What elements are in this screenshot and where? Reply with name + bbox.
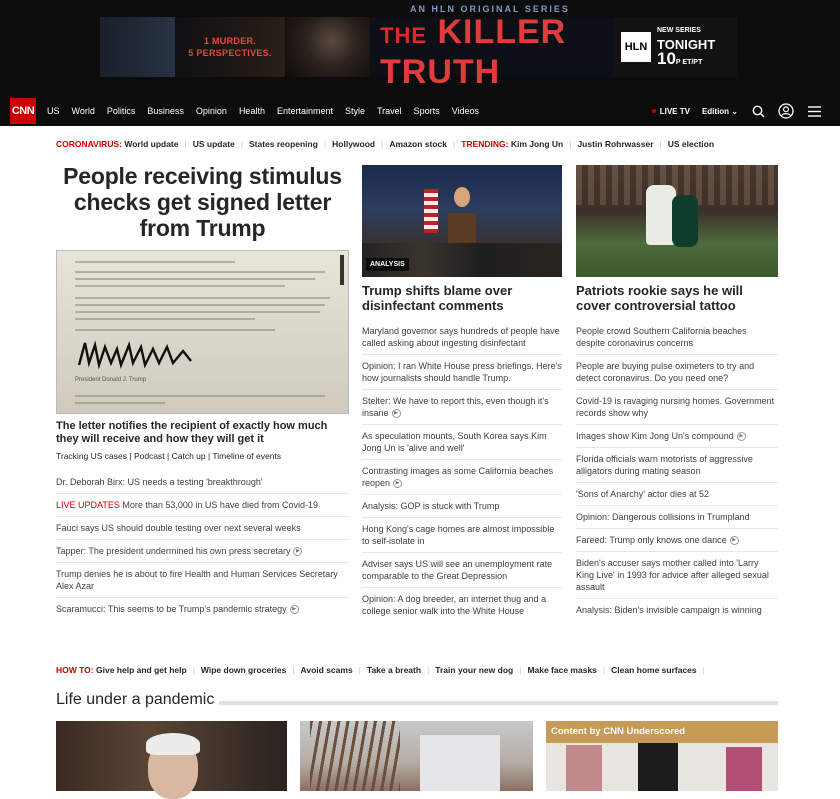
nav-link-videos[interactable]: Videos: [451, 106, 480, 116]
separator: |: [602, 665, 606, 675]
list-item-text: Scaramucci: This seems to be Trump's pandemic strategy: [56, 604, 287, 614]
how-to-link[interactable]: Wipe down groceries: [200, 665, 287, 675]
list-item-text: Covid-19 is ravaging nursing homes. Government records show why: [576, 396, 775, 418]
nav-link-opinion[interactable]: Opinion: [195, 106, 227, 116]
list-item[interactable]: [576, 552, 778, 599]
letter-text-line: [75, 402, 165, 404]
how-to-bar: [56, 665, 711, 675]
list-item-text: Maryland governor says hundreds of people have called asking about ingesting disinfectant: [362, 326, 560, 348]
letter-text-line: [75, 285, 285, 287]
nav-right: [652, 103, 822, 119]
player-shape: [672, 195, 698, 247]
ad-hour: 10: [657, 49, 676, 68]
edition-label: Edition: [701, 106, 730, 116]
patriots-rookie-photo[interactable]: [576, 165, 778, 277]
menu-icon[interactable]: [806, 103, 822, 119]
lead-related-links[interactable]: Tracking US cases | Podcast | Catch up | Timeline of events: [56, 451, 282, 461]
play-icon: ▶: [737, 432, 746, 441]
separator: |: [519, 665, 522, 675]
ad-time-suffix: P ET/PT: [675, 59, 703, 66]
ad-air-time: [657, 49, 715, 70]
trend-link[interactable]: World update: [124, 139, 179, 149]
ad-original-series: AN HLN ORIGINAL SERIES: [410, 4, 570, 14]
section-divider: [219, 701, 778, 705]
underscored-card[interactable]: [546, 721, 778, 791]
how-to-link[interactable]: Clean home surfaces: [611, 665, 697, 675]
trend-link[interactable]: States reopening: [248, 139, 318, 149]
separator: |: [240, 139, 243, 149]
list-item[interactable]: [576, 506, 778, 529]
leggings-shape: [726, 747, 762, 791]
pandemic-card-1[interactable]: [56, 721, 287, 791]
stimulus-letter-image[interactable]: [56, 250, 349, 414]
list-item[interactable]: [576, 355, 778, 390]
account-icon[interactable]: [778, 103, 794, 119]
list-item-text: Adviser says US will see an unemployment rate comparable to the Great Depression: [362, 559, 553, 581]
list-item-text: As speculation mounts, South Korea says Kim Jong Un is 'alive and well': [362, 431, 547, 453]
col2-headline[interactable]: Trump shifts blame over disinfectant comments: [362, 283, 513, 313]
trump-briefing-photo[interactable]: [362, 165, 562, 277]
nav-link-travel[interactable]: Travel: [377, 106, 402, 116]
letter-signature-name: President Donald J. Trump: [75, 377, 147, 383]
nav-link-business[interactable]: Business: [147, 106, 184, 116]
separator: |: [427, 665, 430, 675]
ad-title-truth: TRUTH: [380, 53, 501, 91]
speaker-shape: [454, 187, 470, 207]
list-item[interactable]: [576, 529, 778, 552]
image-credit: [340, 255, 344, 285]
underscored-header: Content by CNN Underscored: [546, 721, 778, 743]
list-item[interactable]: [362, 460, 562, 495]
letter-text-line: [75, 261, 235, 263]
letter-text-line: [75, 278, 315, 280]
list-item-text: Analysis: Biden's invisible campaign is winning: [576, 605, 762, 615]
how-to-link[interactable]: Take a breath: [366, 665, 422, 675]
ad-time: [657, 24, 715, 70]
nav-link-health[interactable]: Health: [238, 106, 265, 116]
ad-title-the: THE: [380, 23, 427, 48]
list-item[interactable]: [576, 448, 778, 483]
nav-link-us[interactable]: US: [47, 106, 60, 116]
play-icon: ▶: [393, 479, 402, 488]
list-item-text: Biden's accuser says mother called into 'Larry King Live' in 1993 for advice after alleged sexual assault: [576, 558, 769, 592]
list-item-text: Opinion: I ran White House press briefings. Here's how journalists should handle Trump.: [362, 361, 562, 383]
list-item[interactable]: [362, 518, 562, 553]
how-to-link[interactable]: Give help and get help: [96, 665, 187, 675]
list-item-text: Hong Kong's cage homes are almost impossible to self-isolate in: [362, 524, 555, 546]
list-item[interactable]: [362, 553, 562, 588]
list-item-text: Fauci says US should double testing over next several weeks: [56, 523, 301, 533]
letter-text-line: [75, 395, 325, 397]
list-item-text: Analysis: GOP is stuck with Trump: [362, 501, 500, 511]
top-ad-area: [0, 0, 840, 96]
trend-link[interactable]: US election: [667, 139, 715, 149]
lead-caption[interactable]: The letter notifies the recipient of exactly how much they will receive and how they will get it: [56, 420, 328, 445]
ad-title-killer: KILLER: [437, 13, 567, 51]
nav-link-sports[interactable]: Sports: [413, 106, 440, 116]
list-item[interactable]: [362, 355, 562, 390]
ad-face-image: [285, 17, 370, 77]
trend-link[interactable]: Kim Jong Un: [510, 139, 564, 149]
hln-logo: HLN: [621, 32, 651, 62]
trump-signature: [75, 337, 195, 373]
letter-text-line: [75, 329, 275, 331]
list-item-text: People are buying pulse oximeters to try and detect coronavirus. Do you need one?: [576, 361, 755, 383]
play-icon: ▶: [392, 409, 401, 418]
play-icon: ▶: [730, 536, 739, 545]
list-item-text: People crowd Southern California beaches despite coronavirus concerns: [576, 326, 747, 348]
how-to-label: HOW TO:: [56, 665, 94, 675]
letter-text-line: [75, 297, 330, 299]
list-item[interactable]: [362, 320, 562, 355]
search-icon[interactable]: [750, 103, 766, 119]
cnn-logo[interactable]: CNN: [10, 98, 36, 124]
separator: |: [192, 665, 195, 675]
ad-tonight-block: [613, 17, 737, 77]
list-item[interactable]: [362, 390, 562, 425]
list-item[interactable]: [362, 425, 562, 460]
list-item[interactable]: [56, 540, 349, 563]
leggings-shape: [638, 743, 678, 791]
list-item-text: Fareed: Trump only knows one dance: [576, 535, 727, 545]
separator: |: [358, 665, 361, 675]
nav-link-entertainment[interactable]: Entertainment: [276, 106, 333, 116]
trend-link[interactable]: US update: [192, 139, 235, 149]
section-title[interactable]: Life under a pandemic: [56, 691, 215, 708]
main-nav: [0, 96, 840, 126]
analysis-badge: ANALYSIS: [366, 258, 409, 271]
list-item[interactable]: [576, 320, 778, 355]
list-item-text: Trump denies he is about to fire Health and Human Services Secretary Alex Azar: [56, 569, 338, 591]
chevron-down-icon: ⌄: [731, 106, 738, 116]
list-item[interactable]: [576, 425, 778, 448]
trend-link[interactable]: Justin Rohrwasser: [577, 139, 654, 149]
trending-bar: [56, 139, 714, 149]
list-item-text: Images show Kim Jong Un's compound: [576, 431, 734, 441]
col2-story-list: [362, 320, 562, 622]
separator: |: [292, 665, 295, 675]
separator: |: [659, 139, 662, 149]
separator: |: [184, 139, 187, 149]
letter-text-line: [75, 271, 325, 273]
nav-links: [47, 106, 479, 116]
separator: |: [452, 139, 456, 149]
col3-headline[interactable]: Patriots rookie says he will cover controversial tattoo: [576, 283, 743, 313]
separator: |: [702, 665, 705, 675]
coronavirus-label: CORONAVIRUS:: [56, 139, 122, 149]
list-item[interactable]: [56, 563, 349, 598]
flag-shape: [424, 189, 438, 233]
ad-title-block: [370, 4, 613, 91]
hair-shape: [146, 733, 200, 755]
building-shape: [420, 735, 500, 791]
edition-dropdown[interactable]: [702, 107, 738, 116]
ad-show-title: [380, 14, 613, 90]
ad-tagline: [175, 17, 285, 77]
list-item[interactable]: [576, 483, 778, 506]
list-item[interactable]: [362, 588, 562, 622]
pandemic-card-2[interactable]: [300, 721, 533, 791]
list-item-text: Contrasting images as some California beaches reopen: [362, 466, 554, 488]
col1-story-list: [56, 471, 349, 620]
nav-link-politics[interactable]: Politics: [106, 106, 136, 116]
live-tv-button[interactable]: [652, 107, 690, 116]
trending-label: TRENDING:: [461, 139, 509, 149]
separator: |: [381, 139, 384, 149]
letter-text-line: [75, 304, 325, 306]
trend-link[interactable]: Amazon stock: [389, 139, 447, 149]
list-item[interactable]: [56, 598, 349, 620]
list-item[interactable]: [576, 599, 778, 621]
live-updates-label: LIVE UPDATES: [56, 500, 120, 510]
list-item-text: Florida officials warn motorists of aggressive alligators during mating season: [576, 454, 753, 476]
list-item-text: Tapper: The president undermined his own press secretary: [56, 546, 291, 556]
play-icon: ▶: [293, 547, 302, 556]
nav-link-style[interactable]: Style: [344, 106, 365, 116]
list-item[interactable]: [362, 495, 562, 518]
live-tv-label: LIVE TV: [659, 106, 690, 116]
live-dot-icon: [652, 109, 656, 113]
how-to-link[interactable]: Train your new dog: [435, 665, 514, 675]
list-item-text: Opinion: Dangerous collisions in Trumpland: [576, 512, 750, 522]
letter-text-line: [75, 311, 320, 313]
leggings-shape: [566, 745, 602, 791]
list-item[interactable]: [576, 390, 778, 425]
ad-tagline-line1: 1 MURDER.: [203, 36, 257, 46]
trend-link[interactable]: Hollywood: [332, 139, 376, 149]
ad-tonight: TONIGHT: [657, 37, 716, 52]
ad-tagline-line2: 5 PERSPECTIVES.: [188, 48, 272, 58]
how-to-link[interactable]: Make face masks: [527, 665, 597, 675]
letter-text-line: [75, 318, 255, 320]
tree-shape: [310, 721, 400, 791]
list-item[interactable]: [56, 494, 349, 517]
separator: |: [569, 139, 572, 149]
list-item-text: Opinion: A dog breeder, an internet thug and a college senior walk into the White House: [362, 594, 547, 616]
list-item-text: Dr. Deborah Birx: US needs a testing 'breakthrough': [56, 477, 263, 487]
list-item-text: More than 53,000 in US have died from Covid-19: [122, 500, 318, 510]
ad-new-series: NEW SERIES: [657, 27, 701, 34]
nav-link-world[interactable]: World: [71, 106, 95, 116]
ad-left-panel: [100, 17, 175, 77]
col3-story-list: [576, 320, 778, 621]
list-item[interactable]: [56, 517, 349, 540]
how-to-link[interactable]: Avoid scams: [300, 665, 353, 675]
list-item-text: Stelter: We have to report this, even though it's insane: [362, 396, 549, 418]
lead-headline[interactable]: People receiving stimulus checks get signed letter from Trump: [63, 163, 342, 241]
play-icon: ▶: [290, 605, 299, 614]
list-item-text: 'Sons of Anarchy' actor dies at 52: [576, 489, 710, 499]
ad-banner[interactable]: [100, 4, 737, 91]
list-item[interactable]: [56, 471, 349, 494]
separator: |: [323, 139, 327, 149]
